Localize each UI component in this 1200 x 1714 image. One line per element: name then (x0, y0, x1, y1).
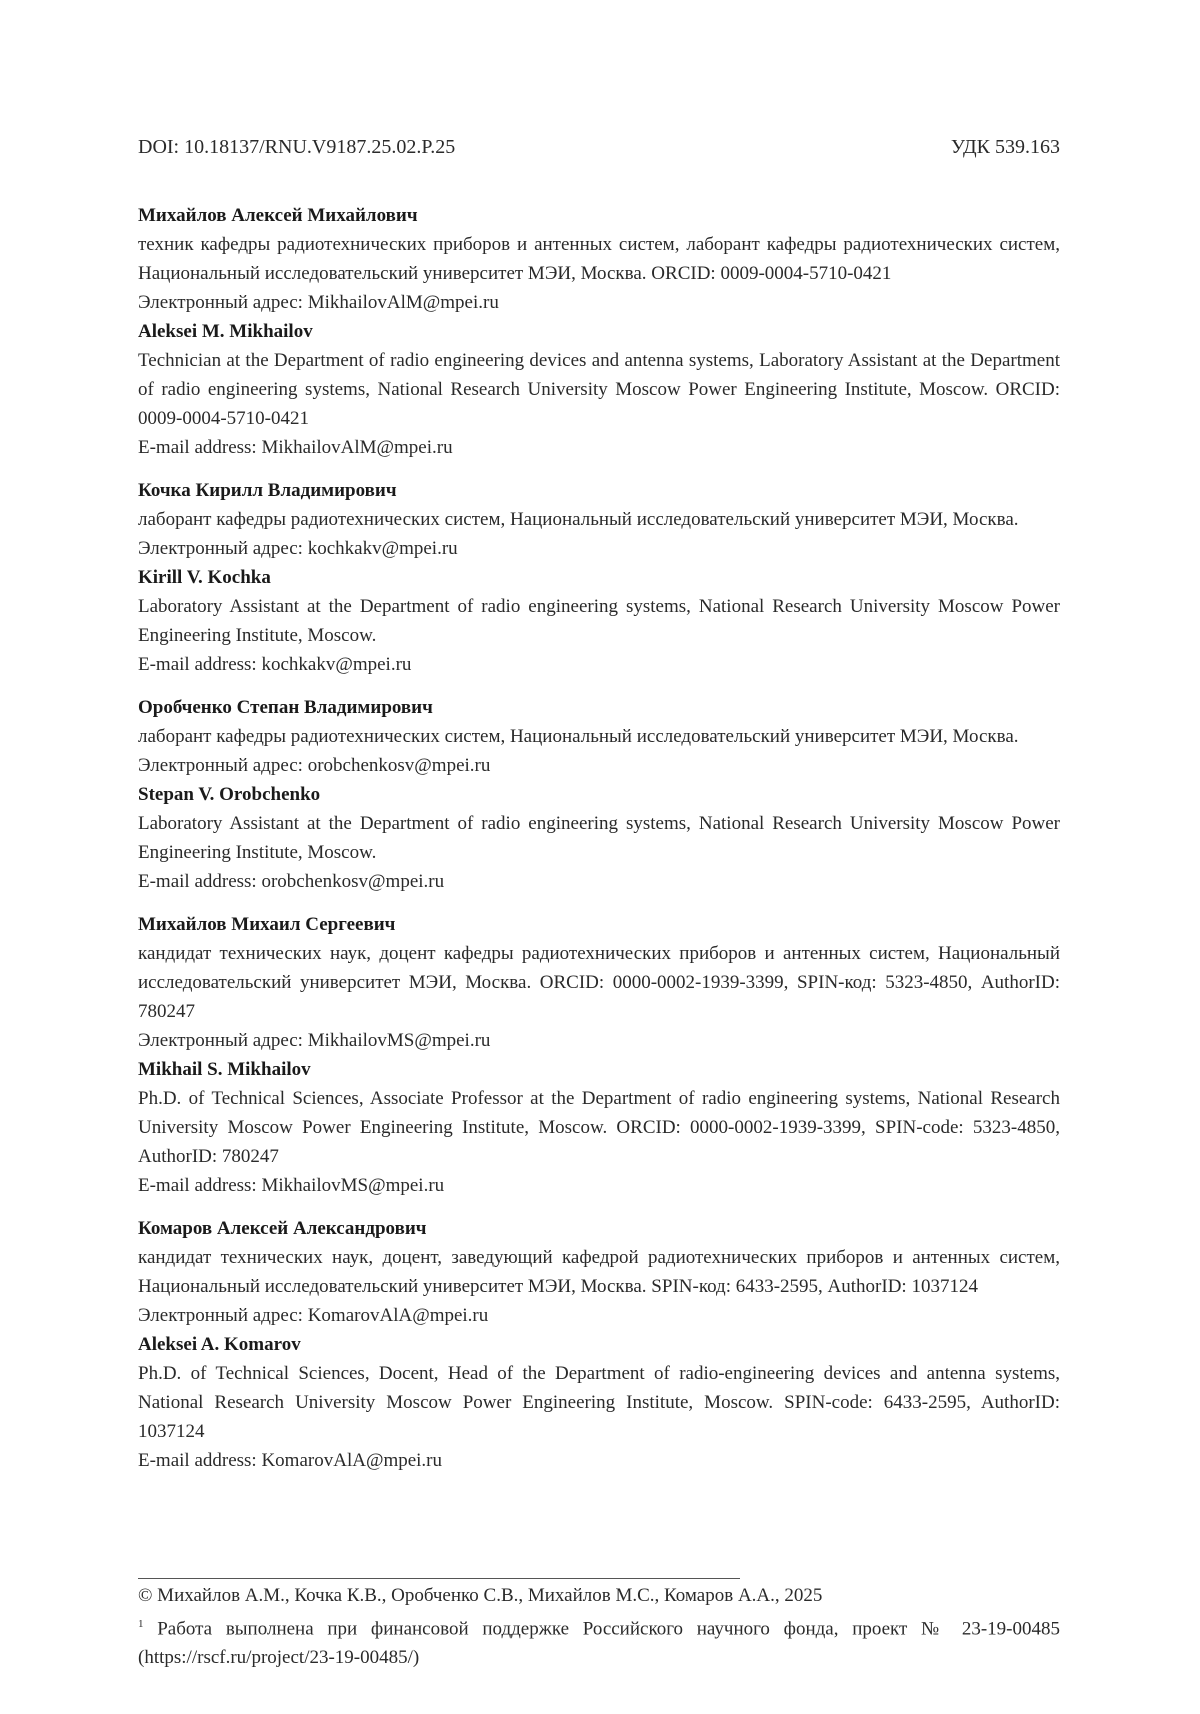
author-description-ru: кандидат технических наук, доцент кафедры радиотехнических приборов и антенных систем, Национальный исследовательский университет МЭИ, Москва. ORCID: 0000-0002-1939-3399, SPIN-код: 5323-4850, AuthorID: 780247 (138, 943, 1060, 1022)
footnotes (138, 1578, 1060, 1672)
author-name-ru: Комаров Алексей Александрович (138, 1218, 427, 1239)
author-name-en: Mikhail S. Mikhailov (138, 1059, 311, 1080)
author-description-en: Laboratory Assistant at the Department of radio engineering systems, National Research University Moscow Power Engineering Institute, Moscow. (138, 596, 1060, 646)
author-email-en: E-mail address: kochkakv@mpei.ru (138, 654, 412, 675)
doi: DOI: 10.18137/RNU.V9187.25.02.P.25 (138, 136, 456, 158)
author-email-ru: Электронный адрес: KomarovAlA@mpei.ru (138, 1305, 489, 1326)
author-name-en: Stepan V. Orobchenko (138, 784, 321, 805)
footnote-divider (138, 1578, 740, 1579)
author-name-ru: Михайлов Михаил Сергеевич (138, 914, 396, 935)
copyright: © Михайлов А.М., Кочка К.В., Оробченко С.В., Михайлов М.С., Комаров А.А., 2025 (138, 1585, 823, 1606)
author-description-ru: техник кафедры радиотехнических приборов и антенных систем, лаборант кафедры радиотехнических систем, Национальный исследовательский университет МЭИ, Москва. ORCID: 0009-0004-5710-0421 (138, 234, 1060, 284)
author-email-en: E-mail address: orobchenkosv@mpei.ru (138, 871, 445, 892)
author-block (138, 1214, 1060, 1475)
footnote-text: Работа выполнена при финансовой поддержке Российского научного фонда, проект № 23-19-00485 (https://rscf.ru/project/23-19-00485/) (138, 1618, 1060, 1669)
author-name-ru: Оробченко Степан Владимирович (138, 697, 433, 718)
author-description-en: Ph.D. of Technical Sciences, Docent, Head of the Department of radio-engineering devices and antenna systems, National Research University Moscow Power Engineering Institute, Moscow. SPIN-code: 6433-2595, AuthorID: 1037124 (138, 1363, 1060, 1442)
author-description-ru: кандидат технических наук, доцент, заведующий кафедрой радиотехнических приборов и антенных систем, Национальный исследовательский университет МЭИ, Москва. SPIN-код: 6433-2595, AuthorID: 1037124 (138, 1247, 1060, 1297)
author-list (138, 201, 1060, 1475)
author-name-en: Aleksei M. Mikhailov (138, 321, 313, 342)
udk: УДК 539.163 (950, 136, 1060, 158)
author-description-en: Technician at the Department of radio engineering devices and antenna systems, Laboratory Assistant at the Department of radio engineering systems, National Research University Moscow Power Engineering Institute, Moscow. ORCID: 0009-0004-5710-0421 (138, 350, 1060, 429)
author-name-en: Aleksei A. Komarov (138, 1334, 301, 1355)
author-email-ru: Электронный адрес: kochkakv@mpei.ru (138, 538, 458, 559)
author-description-en: Ph.D. of Technical Sciences, Associate Professor at the Department of radio engineering systems, National Research University Moscow Power Engineering Institute, Moscow. ORCID: 0000-0002-1939-3399, SPIN-code: 5323-4850, AuthorID: 780247 (138, 1088, 1060, 1167)
author-email-ru: Электронный адрес: MikhailovAlM@mpei.ru (138, 292, 499, 313)
author-block (138, 693, 1060, 896)
author-email-en: E-mail address: KomarovAlA@mpei.ru (138, 1450, 443, 1471)
author-block (138, 910, 1060, 1200)
footnote-mark: 1 (138, 1618, 144, 1630)
author-description-en: Laboratory Assistant at the Department of radio engineering systems, National Research University Moscow Power Engineering Institute, Moscow. (138, 813, 1060, 863)
author-description-ru: лаборант кафедры радиотехнических систем, Национальный исследовательский университет МЭИ, Москва. (138, 726, 1019, 747)
author-name-en: Kirill V. Kochka (138, 567, 271, 588)
page (138, 136, 1060, 1489)
author-name-ru: Кочка Кирилл Владимирович (138, 480, 397, 501)
author-email-ru: Электронный адрес: MikhailovMS@mpei.ru (138, 1030, 491, 1051)
funding-footnote (138, 1610, 1060, 1672)
author-email-ru: Электронный адрес: orobchenkosv@mpei.ru (138, 755, 491, 776)
author-block (138, 476, 1060, 679)
author-email-en: E-mail address: MikhailovMS@mpei.ru (138, 1175, 445, 1196)
header (138, 136, 1060, 166)
author-email-en: E-mail address: MikhailovAlM@mpei.ru (138, 437, 453, 458)
author-block (138, 201, 1060, 462)
author-name-ru: Михайлов Алексей Михайлович (138, 205, 418, 226)
author-description-ru: лаборант кафедры радиотехнических систем, Национальный исследовательский университет МЭИ, Москва. (138, 509, 1019, 530)
